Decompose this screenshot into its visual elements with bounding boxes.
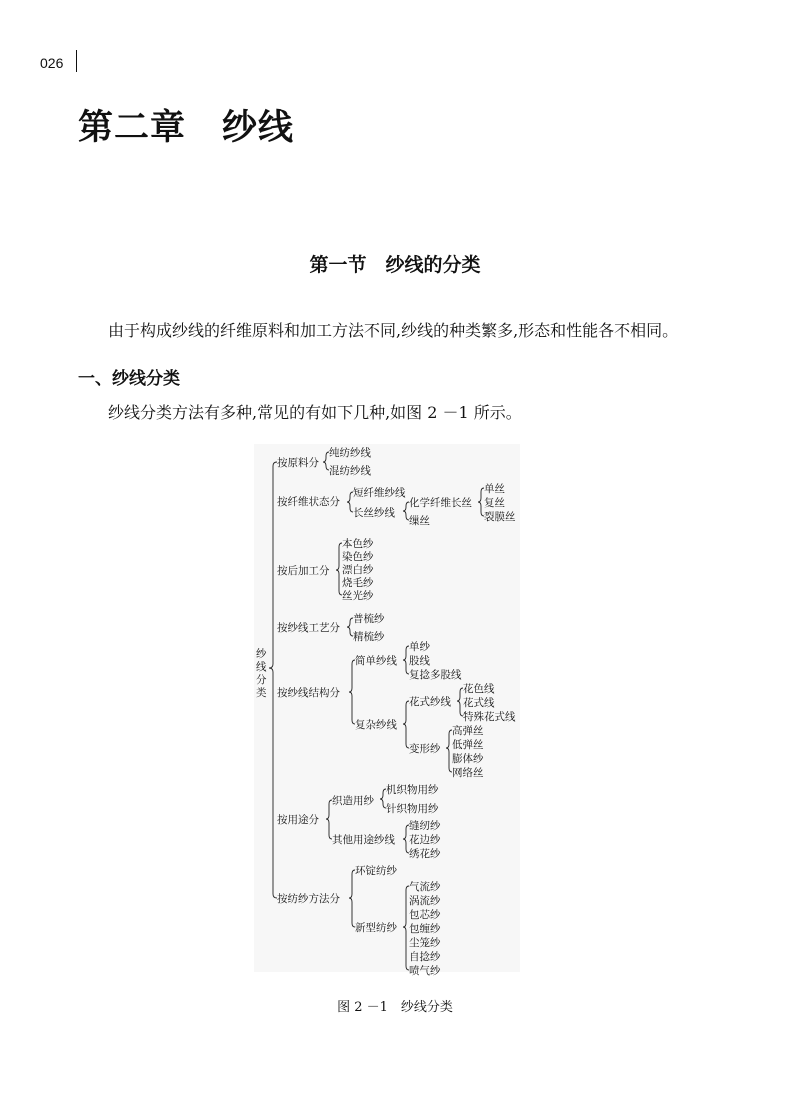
- tree-label: 变形纱: [409, 743, 441, 755]
- intro-paragraph: 由于构成纱线的纤维原料和加工方法不同,纱线的种类繁多,形态和性能各不相同。: [108, 321, 679, 340]
- tree-bracket: [349, 660, 355, 724]
- tree-label: 短纤维纱线: [353, 487, 406, 499]
- tree-label: 单纱: [409, 641, 430, 653]
- tree-label: 低弹丝: [452, 739, 484, 751]
- tree-label: 单丝: [484, 483, 505, 495]
- section-title: 第一节 纱线的分类: [309, 254, 481, 276]
- subsection-heading: 一、纱线分类: [78, 369, 180, 389]
- tree-label: 喷气纱: [409, 965, 441, 977]
- tree-labels: [256, 446, 516, 977]
- tree-label: 按原料分: [277, 457, 319, 469]
- tree-label: 丝光纱: [342, 590, 374, 602]
- tree-label: 精梳纱: [353, 631, 385, 643]
- tree-bracket: [403, 701, 409, 748]
- tree-label: 高弹丝: [452, 725, 484, 737]
- tree-label: 股线: [409, 655, 430, 667]
- tree-label: 新型纺纱: [355, 922, 397, 934]
- tree-label: 纯纺纱线: [329, 447, 371, 459]
- tree-label: 其他用途纱线: [332, 834, 395, 846]
- tree-bracket: [269, 462, 277, 898]
- tree-label: 包芯纱: [409, 909, 441, 921]
- tree-label: 环锭纺纱: [355, 865, 397, 877]
- tree-label: 花边纱: [409, 834, 441, 846]
- tree-label: 复杂纱线: [355, 719, 397, 731]
- tree-label: 机织物用纱: [386, 784, 439, 796]
- tree-label: 涡流纱: [409, 895, 441, 907]
- tree-root-char: 分: [256, 674, 267, 686]
- tree-label: 按纺纱方法分: [277, 893, 340, 905]
- tree-label: 染色纱: [342, 551, 374, 563]
- chapter-title: 第二章 纱线: [78, 107, 295, 148]
- tree-label: 复捻多股线: [409, 669, 462, 681]
- tree-label: 织造用纱: [332, 795, 374, 807]
- tree-root-char: 线: [256, 661, 267, 673]
- tree-label: 针织物用纱: [386, 803, 439, 815]
- tree-root-char: 纱: [256, 648, 267, 660]
- tree-label: 按后加工分: [277, 565, 330, 577]
- tree-label: 裂膜丝: [484, 511, 516, 523]
- tree-label: 简单纱线: [355, 655, 397, 667]
- tree-label: 绣花纱: [409, 848, 441, 860]
- tree-label: 按用途分: [277, 814, 319, 826]
- tree-label: 漂白纱: [342, 564, 374, 576]
- tree-label: 包缠纱: [409, 923, 441, 935]
- tree-label: 气流纱: [409, 881, 441, 893]
- tree-label: 烧毛纱: [342, 577, 374, 589]
- tree-label: 膨体纱: [452, 753, 484, 765]
- tree-bracket: [349, 870, 355, 927]
- tree-label: 普梳纱: [353, 613, 385, 625]
- tree-label: 网络丝: [452, 767, 484, 779]
- tree-label: 花式纱线: [409, 696, 451, 708]
- tree-label: 混纺纱线: [329, 465, 371, 477]
- tree-label: 长丝纱线: [353, 507, 395, 519]
- tree-label: 花色线: [463, 683, 495, 695]
- tree-label: 按纱线结构分: [277, 687, 340, 699]
- figure-caption: 图 2 －1 纱线分类: [337, 1000, 453, 1015]
- tree-label: 化学纤维长丝: [409, 497, 472, 509]
- tree-label: 按纤维状态分: [277, 496, 340, 508]
- tree-label: 本色纱: [342, 538, 374, 550]
- tree-label: 特殊花式线: [463, 711, 516, 723]
- tree-label: 花式线: [463, 697, 495, 709]
- body-paragraph: 纱线分类方法有多种,常见的有如下几种,如图 2 －1 所示。: [108, 403, 522, 422]
- tree-root-char: 类: [256, 687, 267, 699]
- tree-label: 自捻纱: [409, 951, 441, 963]
- tree-label: 复丝: [484, 497, 505, 509]
- tree-label: 尘笼纱: [409, 937, 441, 949]
- tree-label: 按纱线工艺分: [277, 622, 340, 634]
- tree-label: 缝纫纱: [409, 820, 441, 832]
- page-number: 026: [40, 55, 64, 71]
- tree-label: 缫丝: [409, 515, 430, 527]
